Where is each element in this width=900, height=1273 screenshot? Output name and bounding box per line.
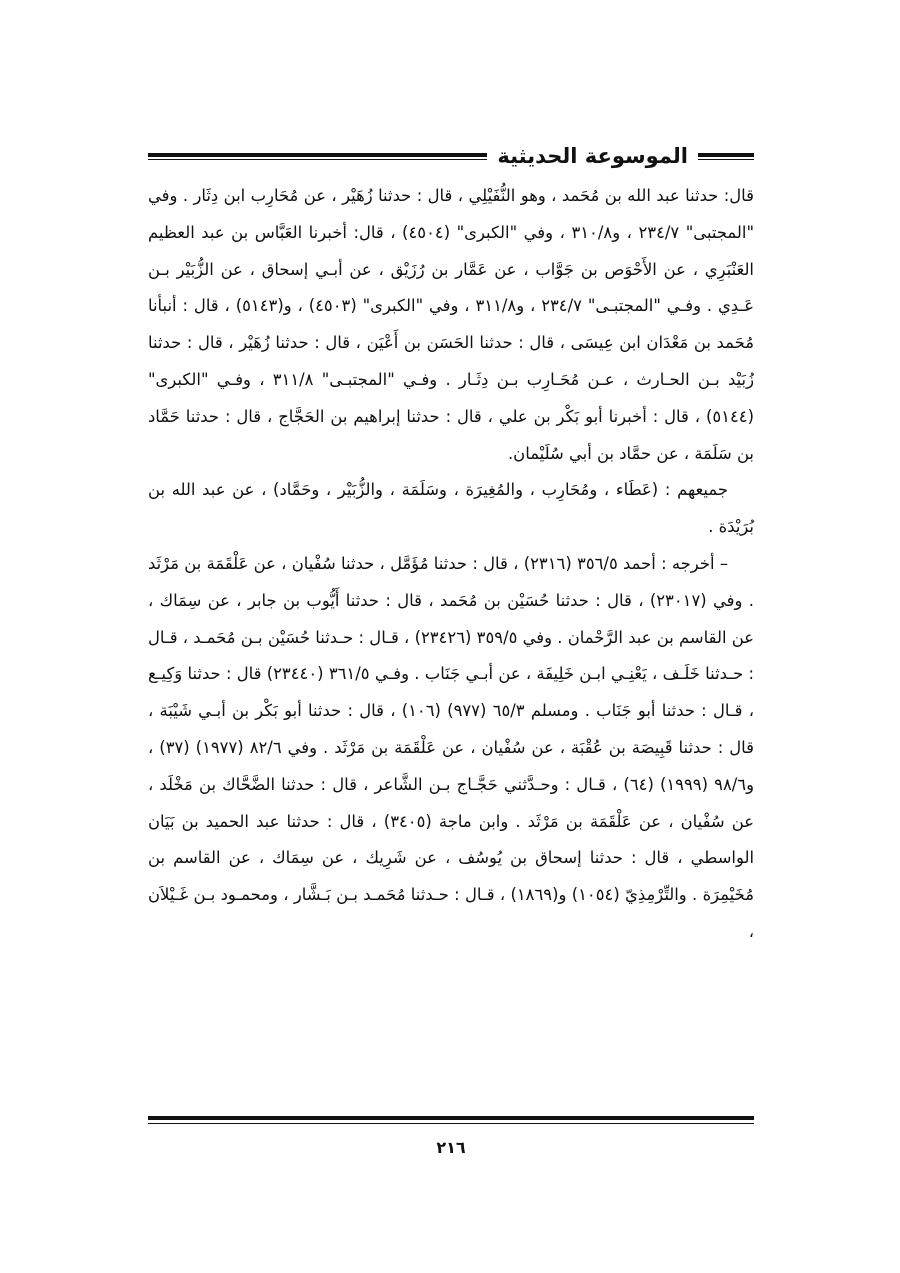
footer-rule-thick — [148, 1116, 754, 1120]
header-title: الموسوعة الحديثية — [497, 144, 688, 168]
header-rule-right — [698, 153, 754, 160]
body-paragraph: – أخرجه : أحمد ٣٥٦/٥ (٢٣١٦) ، قال : حدثنا مُؤَمَّل ، حدثنا سُفْيان ، عن عَلْقَمَة بن مَرْثَد . وفي (٢٣٠١٧) ، قال : حدثنا حُسَيْن بن مُحَمد ، قال : حدثنا أَيُّوب بن جابر ، عن سِمَاك ، عن القاسم بن عبد الرَّحْمان . وفي ٣٥٩/٥ (٢٣٤٢٦) ، قـال : حـدثنا حُسَيْن بـن مُحَمـد ، قـال : حـدثنا خَلَـف ، يَعْنِـي ابـن خَلِيفَة ، عن أبـي جَنَاب . وفـي ٣٦١/٥ (٢٣٤٤٠) قال : حدثنا وَكِيـع ، قـال : حدثنا أبو جَنَاب . ومسلم ٦٥/٣ (٩٧٧) (١٠٦) ، قال : حدثنا أبو بَكْر بن أبـي شَيْبَة ، قال : حدثنا قَبِيصَة بن عُقْبَة ، عن سُفْيان ، عن عَلْقَمَة بن مَرْثَد . وفي ٨٢/٦ (١٩٧٧) (٣٧) ، و٩٨/٦ (١٩٩٩) (٦٤) ، قـال : وحـدَّثني حَجَّـاج بـن الشَّاعر ، قال : حدثنا الضَّحَّاك بن مَخْلَد ، عن سُفْيان ، عن عَلْقَمَة بن مَرْثَد . وابن ماجة (٣٤٠٥) ، قال : حدثنا عبد الحميد بن بَيَان الواسطي ، قال : حدثنا إسحاق بن يُوسُف ، عن شَرِيك ، عن سِمَاك ، عن القاسم بن مُخَيْمِرَة . والتِّرْمِذِيّ (١٠٥٤) و(١٨٦٩) ، قـال : حـدثنا مُحَمـد بـن بَـشَّار ، ومحمـود بـن غَـيْلاَن ، — [148, 553, 755, 941]
header-rule-left — [148, 153, 487, 160]
body-paragraph: قال: حدثنا عبد الله بن مُحَمد ، وهو النُّفَيْلِي ، قال : حدثنا زُهَيْر ، عن مُحَارِب ابن دِثَار . وفي "المجتبى" ٢٣٤/٧ ، و٣١٠/٨ ، وفي "الكبرى" (٤٥٠٤) ، قال: أخبرنا العَبَّاس بن عبد العظيم العَنْبَرِي ، عن الأَحْوَص بن جَوَّاب ، عن عَمَّار بن رُزَيْق ، عن أبـي إسحاق ، عن الزُّبَيْر بـن عَـدِي . وفـي "المجتبـى" ٢٣٤/٧ ، و٣١١/٨ ، وفي "الكبرى" (٤٥٠٣) ، و(٥١٤٣) ، قال : أنبأنا مُحَمد بن مَعْدَان ابن عِيسَى ، قال : حدثنا الحَسَن بن أَعْيَن ، قال : حدثنا زُهَيْر ، قال : حدثنا زُبَيْد بـن الحـارث ، عـن مُحَـارِب بـن دِثَـار . وفـي "المجتبـى" ٣١١/٨ ، وفـي "الكبرى" (٥١٤٤) ، قال : أخبرنا أبو بَكْر بن علي ، قال : حدثنا إبراهيم بن الحَجَّاج ، قال : حدثنا حَمَّاد بن سَلَمَة ، عن حمَّاد بن أبي سُلَيْمان. — [148, 186, 754, 463]
page-body — [148, 178, 754, 951]
page-number: ٢١٦ — [436, 1138, 466, 1157]
footer-rule-thin — [148, 1123, 754, 1124]
footer-rule — [148, 1116, 754, 1124]
running-header — [148, 138, 754, 174]
body-paragraph: جميعهم : (عَطَاء ، ومُحَارِب ، والمُغِيرَة ، وسَلَمَة ، والزُّبَيْر ، وحَمَّاد) ، عن عبد الله بن بُرَيْدَة . — [148, 480, 754, 537]
